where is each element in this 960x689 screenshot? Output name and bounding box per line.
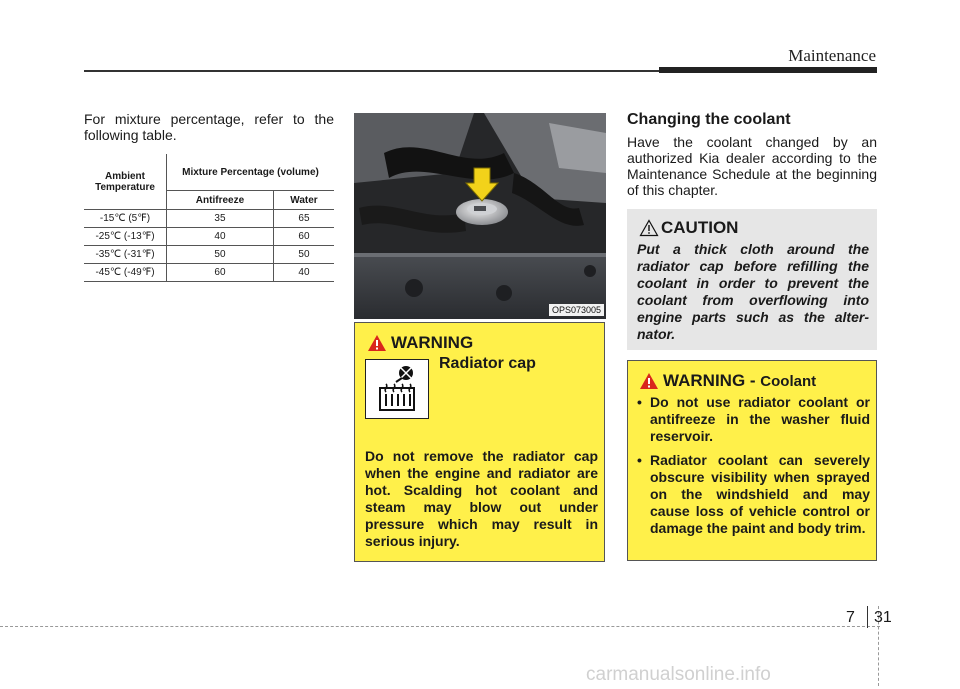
warning-text: Do not remove the radiator cap when the engine and radiator are hot. Scalding hot coolant and steam may blow out under pressure which may result in serious injury.: [365, 448, 598, 549]
section-title: Maintenance: [788, 46, 876, 65]
col-antifreeze-header: Antifreeze: [167, 191, 274, 210]
list-item: • Radiator coolant can severely obscure visibility when sprayed on the windshield and may cause loss of vehicle control or damage the paint and body trim.: [637, 452, 870, 536]
photo-code: OPS073005: [549, 304, 604, 316]
page-separator: [867, 606, 868, 628]
changing-text: Have the coolant changed by an authorized Kia dealer according to the Maintenance Schedule at the beginning of this chapter.: [627, 134, 877, 198]
table-row: [84, 228, 334, 246]
warning-radiator-box: [354, 322, 605, 562]
cell-water: 40: [273, 264, 334, 282]
col-temperature-header: Ambient Temperature: [84, 154, 167, 210]
caution-title: CAUTION: [661, 218, 739, 237]
page-number: 31: [874, 609, 892, 626]
cell-temperature: -45℃ (-49℉): [84, 264, 167, 282]
cell-antifreeze: 40: [167, 228, 274, 246]
footer-rule: [0, 626, 880, 627]
warning-coolant-title: WARNING - Coolant: [663, 371, 817, 390]
watermark: carmanualsonline.info: [586, 664, 771, 685]
cell-temperature: -35℃ (-31℉): [84, 246, 167, 264]
warning-triangle-icon: [367, 334, 387, 352]
caution-box: [627, 209, 877, 350]
cell-water: 60: [273, 228, 334, 246]
engine-bay-illustration: [354, 113, 606, 319]
warning-title: WARNING: [391, 333, 474, 352]
list-item: • Do not use radiator coolant or antifreeze in the washer fluid reservoir.: [637, 394, 870, 444]
caution-text: Put a thick cloth around the radiator cap before refilling the coolant in order to prevent the coolant from overflowing into engine parts such as the alter-nator.: [637, 241, 869, 342]
table-row: [84, 264, 334, 282]
cell-antifreeze: 50: [167, 246, 274, 264]
cell-water: 50: [273, 246, 334, 264]
header-rule: [84, 70, 659, 72]
table-row: [84, 210, 334, 228]
warning-coolant-list: [636, 394, 870, 544]
caution-triangle-icon: [639, 219, 659, 237]
cell-water: 65: [273, 210, 334, 228]
hot-radiator-warning-icon: [365, 359, 429, 419]
mixture-table: [84, 154, 334, 282]
page-chapter: 7: [846, 609, 855, 626]
intro-text: For mixture percentage, refer to the following table.: [84, 111, 334, 143]
warning-triangle-icon: [639, 372, 659, 390]
header-bar: [659, 67, 877, 73]
cell-temperature: -25℃ (-13℉): [84, 228, 167, 246]
col-water-header: Water: [273, 191, 334, 210]
cell-antifreeze: 60: [167, 264, 274, 282]
cell-antifreeze: 35: [167, 210, 274, 228]
table-row: [84, 246, 334, 264]
warning-subtitle: Radiator cap: [439, 355, 536, 372]
engine-photo: [354, 113, 606, 319]
changing-heading: Changing the coolant: [627, 111, 791, 128]
warning-coolant-box: [627, 360, 877, 561]
warning-coolant-subtitle: Coolant: [760, 373, 817, 390]
cell-temperature: -15℃ (5℉): [84, 210, 167, 228]
col-mixture-header: Mixture Percentage (volume): [167, 154, 335, 191]
